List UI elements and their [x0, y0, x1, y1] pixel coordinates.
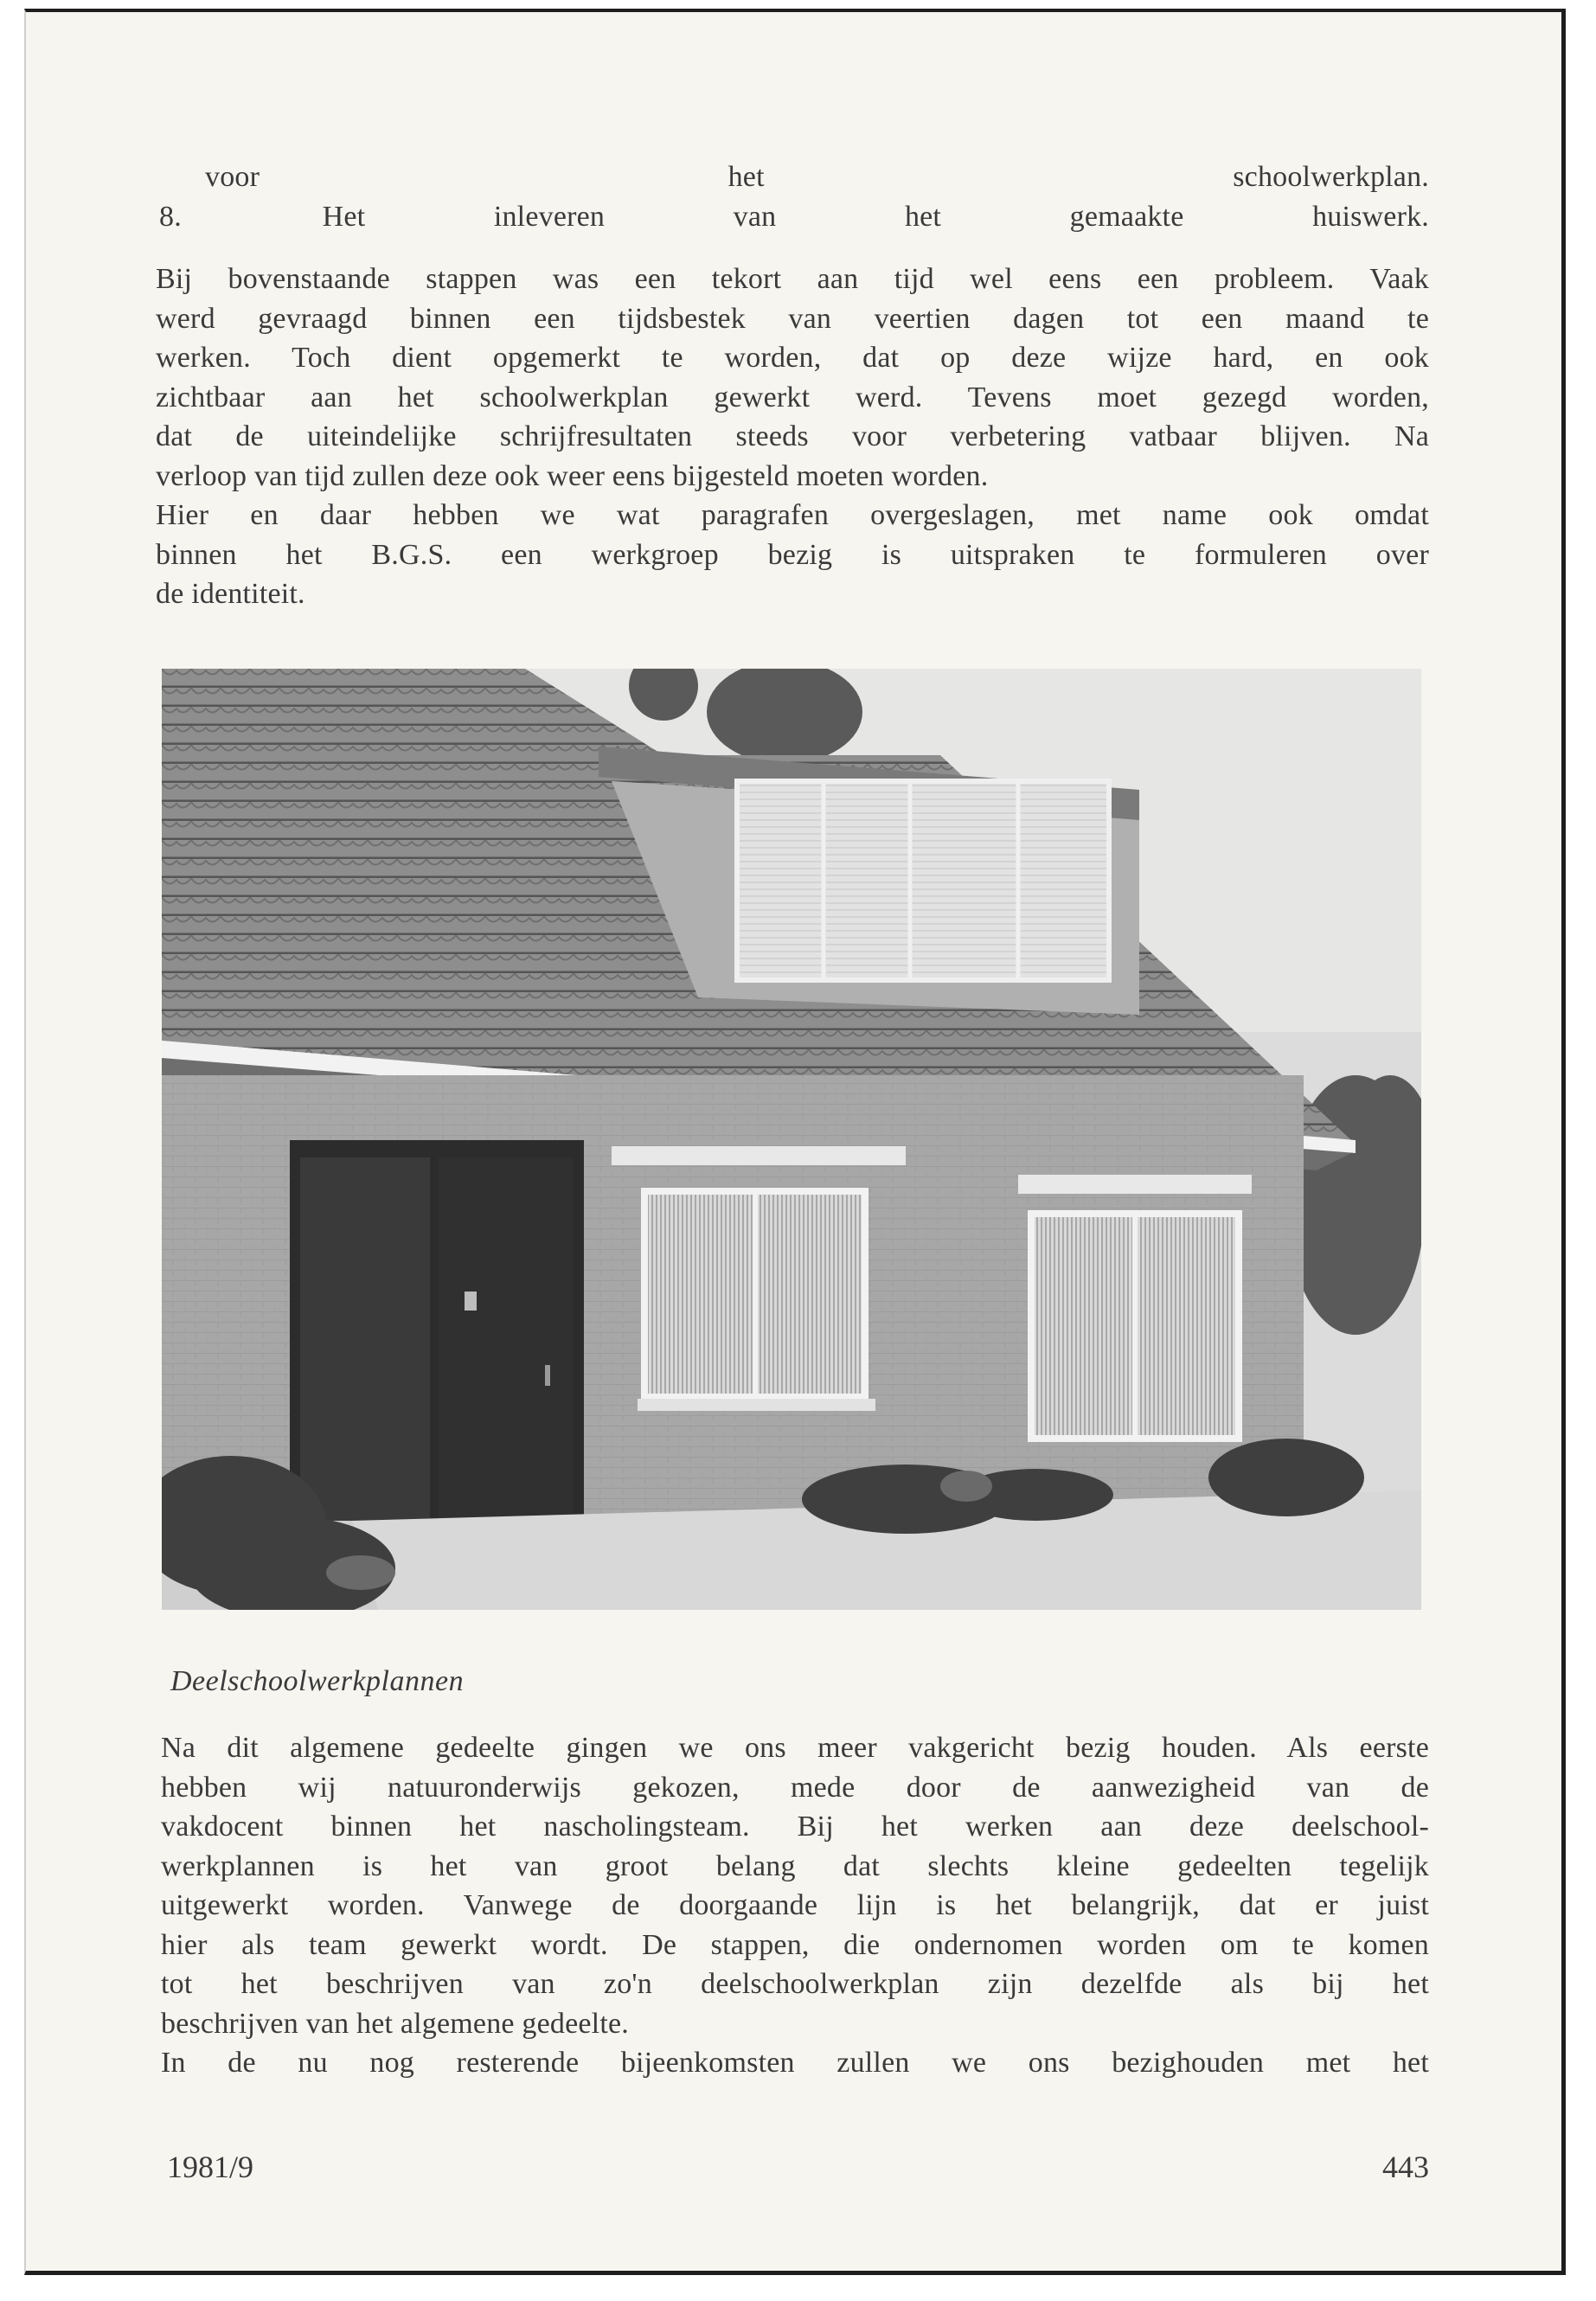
paragraph-1-line: dat de uiteindelijke schrijfresultaten steeds voor verbetering vatbaar blijven. Na: [156, 420, 1429, 452]
paragraph-1-line: werken. Toch dient opgemerkt te worden, dat op deze wijze hard, en ook: [156, 342, 1429, 374]
paragraph-3: [161, 1728, 1429, 2043]
paragraph-4: [161, 2043, 1429, 2083]
paragraph-4-line: In de nu nog resterende bijeenkomsten zullen we ons bezighouden met het: [161, 2047, 1429, 2079]
list-item-8-number: 8.: [159, 200, 182, 233]
paragraph-1-line: verloop van tijd zullen deze ook weer eens bijgesteld moeten worden.: [156, 459, 989, 492]
paragraph-1-line: werd gevraagd binnen een tijdsbestek van veertien dagen tot een maand te: [156, 302, 1429, 335]
house-photograph: [162, 669, 1421, 1610]
paragraph-3-line: hier als team gewerkt wordt. De stappen, die ondernomen worden om te komen: [161, 1928, 1429, 1961]
paragraph-2-line: Hier en daar hebben we wat paragrafen overgeslagen, met name ook omdat: [156, 499, 1429, 531]
paragraph-2-line: de identiteit.: [156, 578, 305, 610]
paragraph-2: [156, 496, 1429, 614]
paragraph-1-line: Bij bovenstaande stappen was een tekort aan tijd wel eens een probleem. Vaak: [156, 263, 1429, 295]
list-item-8: [157, 197, 1429, 237]
list-item-8-text: Het inleveren van het gemaakte huiswerk.: [322, 200, 1430, 233]
footer-page-number: 443: [1382, 2150, 1429, 2184]
paragraph-3-line: uitgewerkt worden. Vanwege de doorgaande lijn is het belangrijk, dat er juist: [161, 1889, 1429, 1921]
paragraph-3-line: beschrijven van het algemene gedeelte.: [161, 2007, 629, 2040]
list-item-7-continuation: voor het schoolwerkplan.: [205, 161, 1429, 193]
paragraph-2-line: binnen het B.G.S. een werkgroep bezig is uitspraken te formuleren over: [156, 538, 1429, 571]
paragraph-1-line: zichtbaar aan het schoolwerkplan gewerkt werd. Tevens moet gezegd worden,: [156, 381, 1429, 413]
paragraph-1: [156, 260, 1429, 496]
footer-issue: 1981/9: [167, 2150, 254, 2184]
paragraph-3-line: Na dit algemene gedeelte gingen we ons meer vakgericht bezig houden. Als eerste: [161, 1732, 1429, 1764]
section-heading: Deelschoolwerkplannen: [170, 1665, 465, 1697]
paragraph-3-line: tot het beschrijven van zo'n deelschoolwerkplan zijn dezelfde als bij het: [161, 1968, 1429, 2000]
list-continuation-block: [157, 157, 1429, 236]
paragraph-3-line: vakdocent binnen het nascholingsteam. Bij het werken aan deze deelschool-: [161, 1811, 1429, 1843]
paragraph-3-line: werkplannen is het van groot belang dat slechts kleine gedeelten tegelijk: [161, 1849, 1429, 1882]
paragraph-3-line: hebben wij natuuronderwijs gekozen, mede door de aanwezigheid van de: [161, 1771, 1429, 1804]
